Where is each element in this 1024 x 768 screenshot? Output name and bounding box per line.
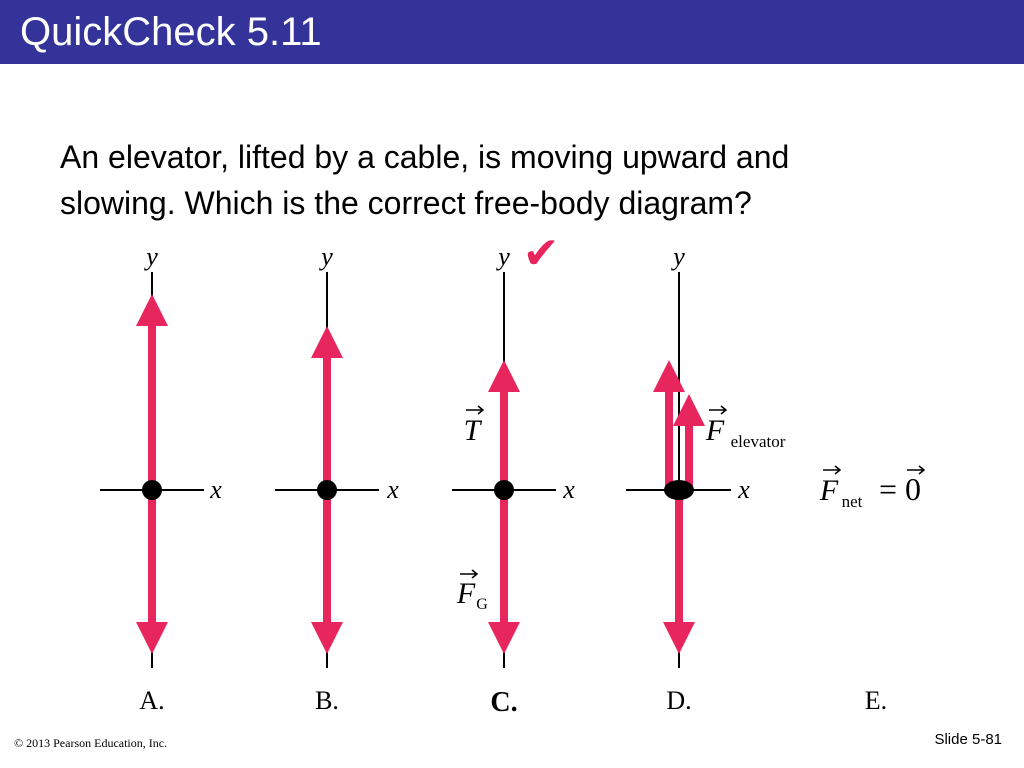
diagram-a-particle — [142, 480, 162, 500]
diagram-b-particle — [317, 480, 337, 500]
option-e-label[interactable]: E. — [864, 686, 888, 715]
tension-vector-arrow-icon — [466, 406, 483, 414]
option-d-label[interactable]: D. — [666, 686, 692, 715]
net-force-subscript: net — [841, 492, 863, 511]
slide-number: Slide 5-81 — [934, 731, 1002, 748]
diagram-a-x-label: x — [210, 475, 222, 504]
elevator-force-label — [705, 406, 786, 451]
option-c-label[interactable]: C. — [490, 687, 518, 718]
diagram-c-x-label: x — [563, 475, 575, 504]
option-b-label[interactable]: B. — [315, 686, 339, 715]
tension-symbol: T — [463, 414, 481, 447]
elevator-force-symbol: F — [705, 414, 725, 447]
elevator-force-subscript: elevator — [730, 432, 786, 451]
diagram-b — [275, 242, 399, 668]
diagram-d-x-label: x — [738, 475, 750, 504]
net-force-symbol: F — [819, 474, 839, 507]
slide-title: QuickCheck 5.11 — [20, 10, 322, 54]
diagram-c-particle — [494, 480, 514, 500]
correct-check-icon: ✔ — [522, 228, 560, 279]
option-a-label[interactable]: A. — [139, 686, 165, 715]
diagram-b-y-label: y — [321, 242, 333, 271]
diagram-b-x-label: x — [387, 475, 399, 504]
net-vector-arrow-icon — [823, 466, 840, 474]
diagram-d — [626, 242, 786, 668]
diagram-c-y-label: y — [498, 242, 510, 271]
copyright-text: © 2013 Pearson Education, Inc. — [14, 736, 168, 750]
gravity-symbol: F — [456, 577, 476, 610]
diagram-a-y-label: y — [146, 242, 158, 271]
diagram-c — [452, 228, 575, 668]
diagram-e — [819, 466, 924, 511]
elevator-vector-arrow-icon — [709, 406, 726, 414]
question-line-2: slowing. Which is the correct free-body diagram? — [60, 185, 752, 221]
question-line-1: An elevator, lifted by a cable, is moving upward and — [60, 139, 790, 175]
diagram-d-y-label: y — [673, 242, 685, 271]
gravity-label — [456, 570, 488, 613]
net-force-equals-zero: = 0 — [878, 471, 922, 507]
tension-label — [464, 406, 483, 447]
diagram-a — [100, 242, 222, 668]
gravity-subscript: G — [476, 596, 488, 613]
diagram-d-particle — [664, 480, 694, 500]
